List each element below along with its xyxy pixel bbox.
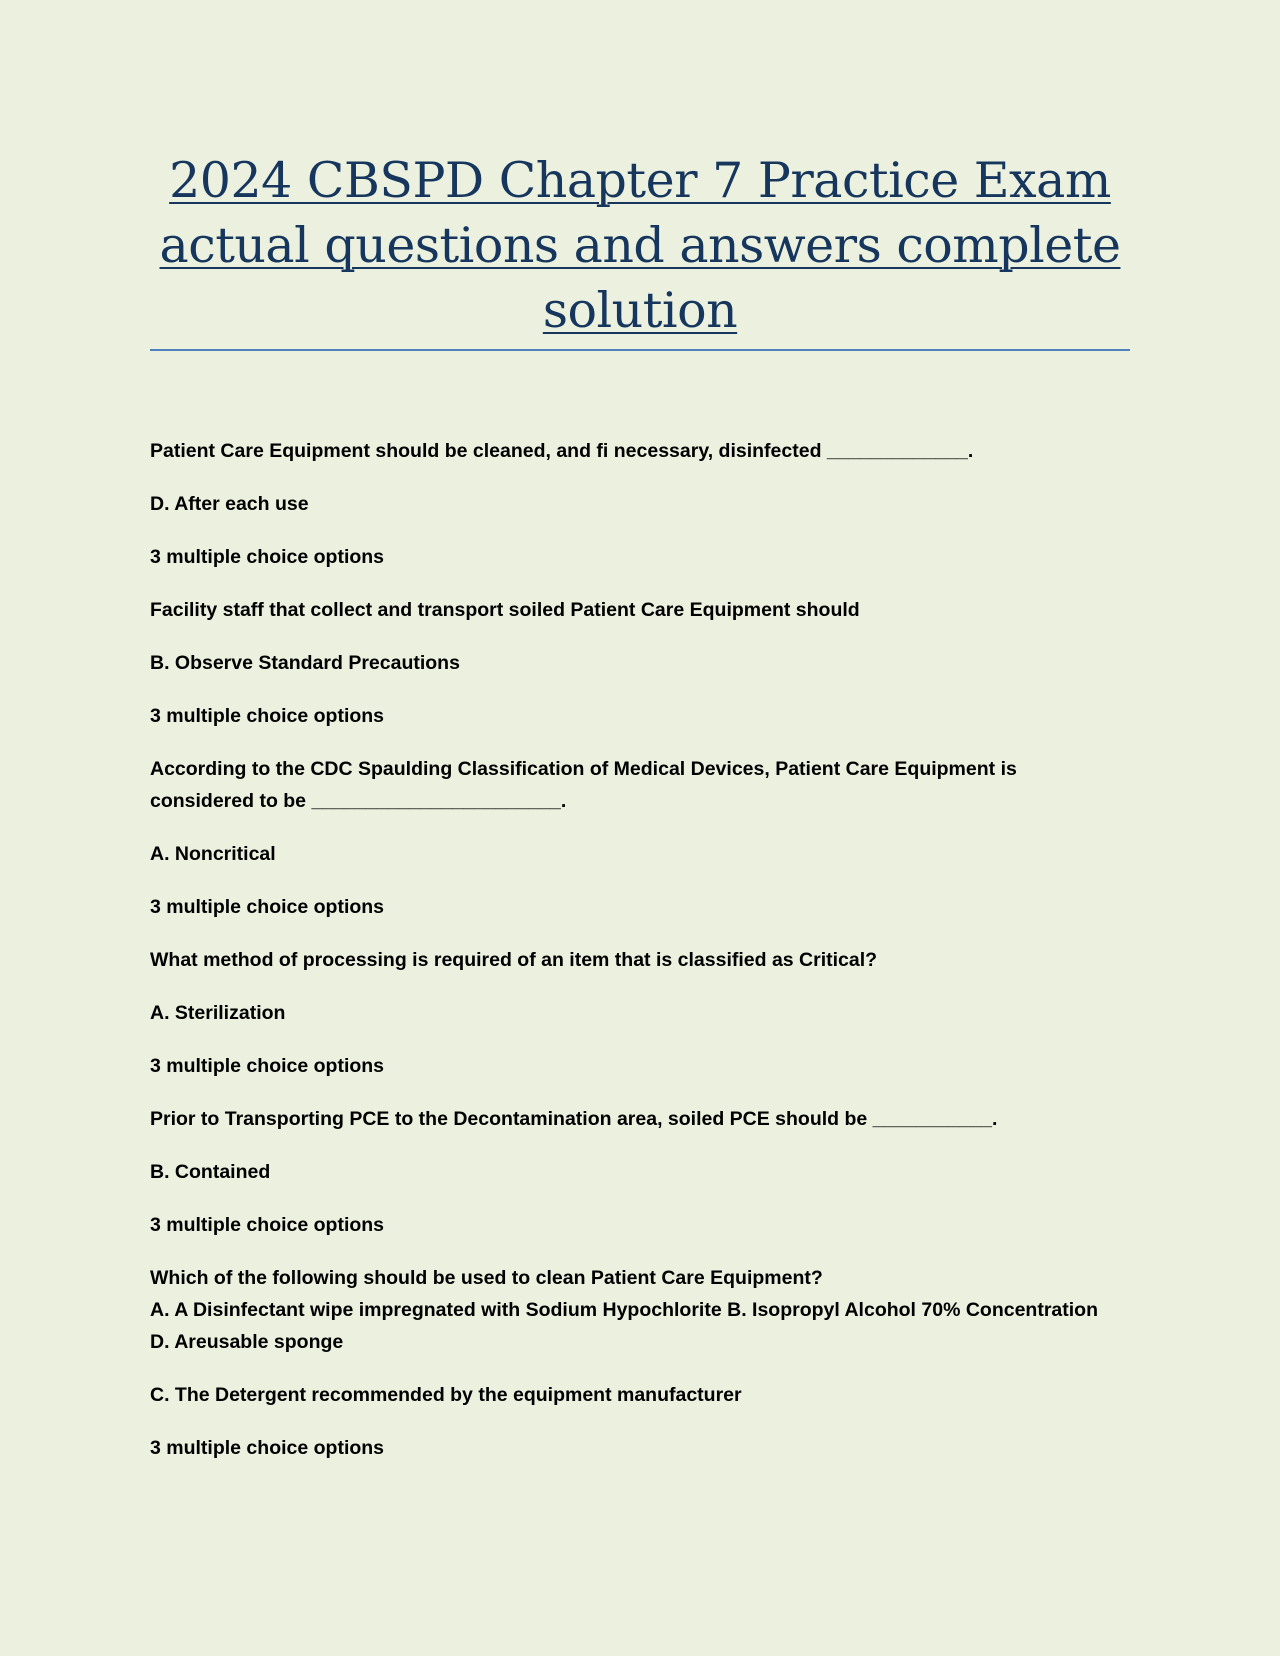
- answer-text: B. Observe Standard Precautions: [150, 652, 460, 674]
- options-note: 3 multiple choice options: [150, 546, 385, 568]
- document-title: [150, 148, 1130, 343]
- question-text: Which of the following should be used to clean Patient Care Equipment?: [150, 1267, 823, 1289]
- answer-text: B. Contained: [150, 1161, 271, 1183]
- options-note: 3 multiple choice options: [150, 1214, 385, 1236]
- answer-text: A. Sterilization: [150, 1002, 286, 1024]
- title-line-3: solution: [542, 282, 738, 339]
- question-text: Patient Care Equipment should be cleaned, and fi necessary, disinfected _____________.: [150, 440, 974, 462]
- question-text: Prior to Transporting PCE to the Decontamination area, soiled PCE should be ___________.: [150, 1108, 998, 1130]
- title-line-2: actual questions and answers complete: [159, 217, 1121, 274]
- question-text: Facility staff that collect and transport soiled Patient Care Equipment should: [150, 599, 860, 621]
- answer-text: C. The Detergent recommended by the equipment manufacturer: [150, 1384, 742, 1406]
- options-note: 3 multiple choice options: [150, 896, 385, 918]
- title-line-1: 2024 CBSPD Chapter 7 Practice Exam: [169, 152, 1111, 209]
- question-text: What method of processing is required of an item that is classified as Critical?: [150, 949, 878, 971]
- question-text: According to the CDC Spaulding Classification of Medical Devices, Patient Care Equipment is considered to be _______________________.: [150, 758, 1017, 812]
- options-note: 3 multiple choice options: [150, 1437, 385, 1459]
- options-note: 3 multiple choice options: [150, 705, 385, 727]
- question-list: [150, 435, 1140, 1485]
- options-note: 3 multiple choice options: [150, 1055, 385, 1077]
- answer-text: A. Noncritical: [150, 843, 276, 865]
- title-divider: [150, 349, 1130, 351]
- choices-text: A. A Disinfectant wipe impregnated with Sodium Hypochlorite B. Isopropyl Alcohol 70% Concentration D. Areusable sponge: [150, 1299, 1099, 1353]
- answer-text: D. After each use: [150, 493, 309, 515]
